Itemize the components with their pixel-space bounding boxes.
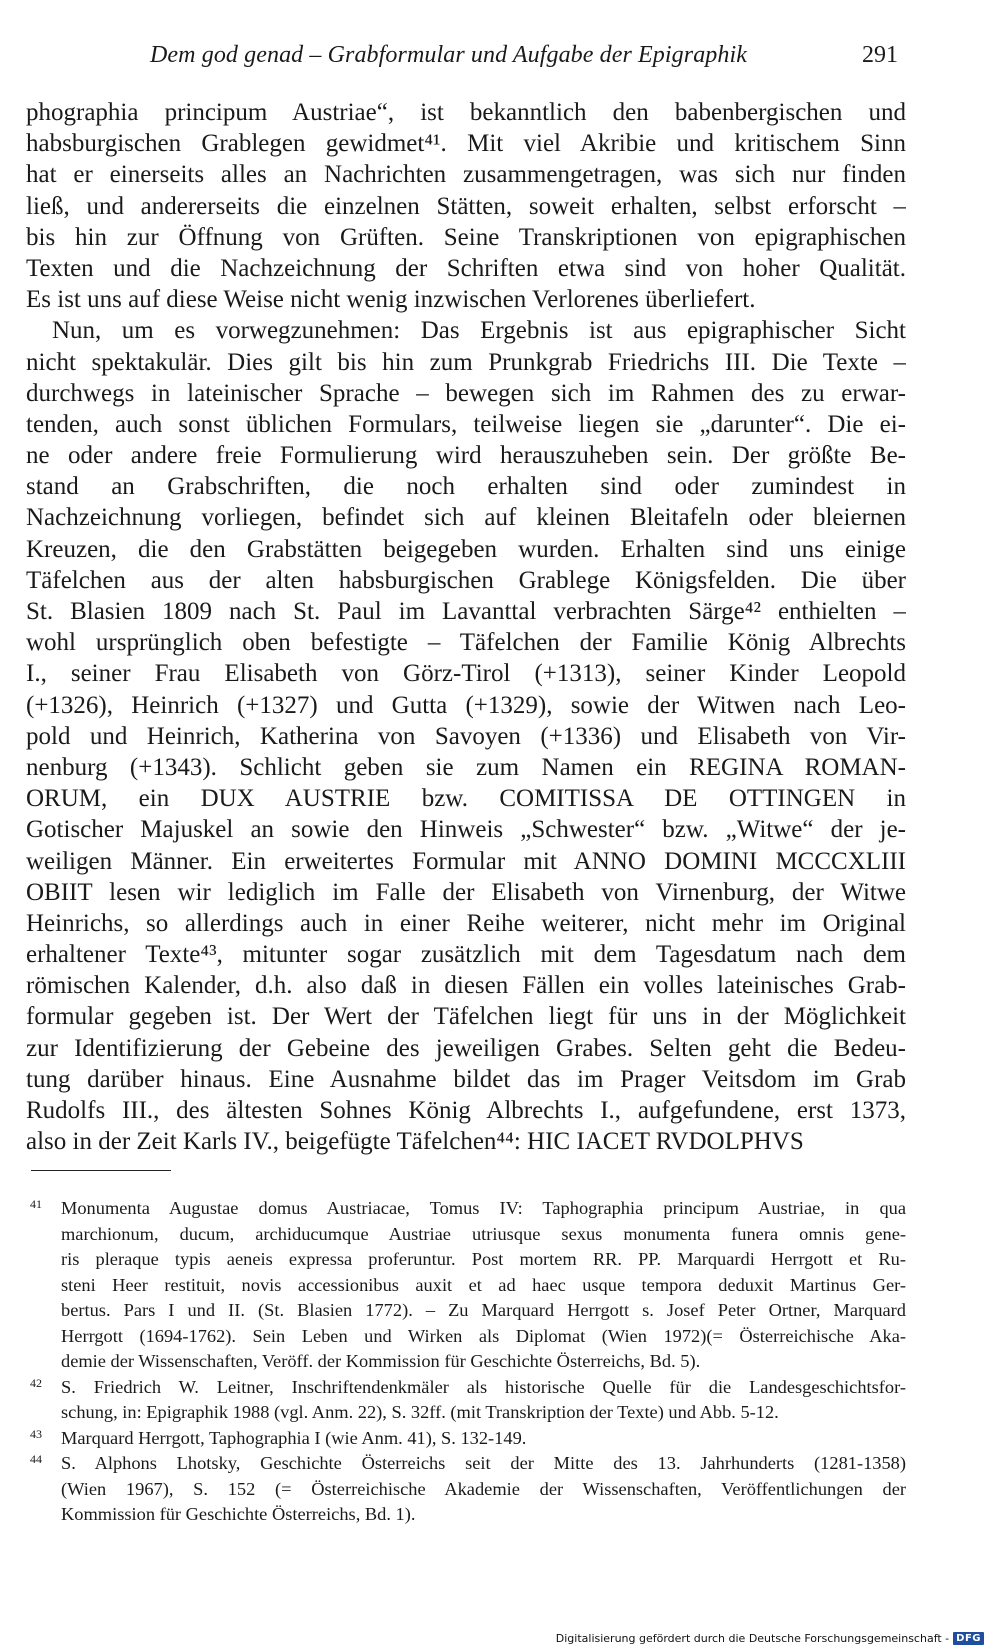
body-line: hat er einerseits alles an Nachrichten zusammengetragen, was sich nur finden [26, 161, 906, 189]
footnote-number: 41 [30, 1197, 42, 1211]
credit-text: Digitalisierung gefördert durch die Deutsche Forschungsgemeinschaft - [555, 1631, 950, 1645]
body-line: pold und Heinrich, Katherina von Savoyen (+1336) und Elisabeth von Vir- [26, 722, 906, 750]
body-line: stand an Grabschriften, die noch erhalten sind oder zumindest in [26, 473, 906, 501]
body-line: tung darüber hinaus. Eine Ausnahme bildet das im Prager Veitsdom im Grab [26, 1065, 906, 1093]
footnote-line: bertus. Pars I und II. (St. Blasien 1772). – Zu Marquard Herrgott s. Josef Peter Ortner, Marquard [61, 1300, 906, 1320]
footnote [30, 1196, 906, 1375]
body-line: habsburgischen Grablegen gewidmet⁴¹. Mit viel Akribie und kritischem Sinn [26, 130, 906, 158]
body-line: nicht spektakulär. Dies gilt bis hin zum Prunkgrab Friedrichs III. Die Texte – [26, 348, 906, 376]
footnote-line: S. Friedrich W. Leitner, Inschriftendenkmäler als historische Quelle für die Landesgeschichtsfor- [61, 1376, 906, 1397]
body-line: weiligen Männer. Ein erweitertes Formular mit ANNO DOMINI MCCCXLIII [26, 847, 906, 875]
body-line: Es ist uns auf diese Weise nicht wenig inzwischen Verlorenes überliefert. [26, 286, 756, 314]
footnote-line: steni Heer restituit, novis accessionibus auxit et ad haec usque tempora deduxit Martinus Ger- [61, 1274, 906, 1295]
footnote-line: Herrgott (1694-1762). Sein Leben und Wirken als Diplomat (Wien 1972)(= Österreichische Aka- [61, 1325, 906, 1346]
dfg-logo: DFG [953, 1632, 984, 1645]
body-line: ne oder andere freie Formulierung wird herauszuheben sein. Der größte Be- [26, 442, 906, 470]
body-text [26, 97, 906, 1157]
footnote-line: Marquard Herrgott, Taphographia I (wie Anm. 41), S. 132-149. [61, 1427, 527, 1448]
body-line: Kreuzen, die den Grabstätten beigegeben wurden. Erhalten sind uns einige [26, 535, 906, 563]
body-line: römischen Kalender, d.h. also daß in diesen Fällen ein volles lateinisches Grab- [26, 972, 906, 1000]
body-line: formular gegeben ist. Der Wert der Täfelchen liegt für uns in der Möglichkeit [26, 1003, 906, 1031]
footnote-line: Monumenta Augustae domus Austriacae, Tomus IV: Taphographia principum Austriae, in qua [61, 1198, 906, 1218]
footnote-line: Kommission für Geschichte Österreichs, Bd. 1). [61, 1504, 416, 1524]
body-line: bis hin zur Öffnung von Grüften. Seine Transkriptionen von epigraphischen [26, 223, 906, 251]
body-line: Nun, um es vorwegzunehmen: Das Ergebnis ist aus epigraphischer Sicht [52, 317, 906, 345]
page-number: 291 [862, 42, 898, 68]
footnote-number: 43 [30, 1426, 42, 1441]
body-line: Heinrichs, so allerdings auch in einer Reihe weiterer, nicht mehr im Original [26, 909, 906, 937]
footnote-line: ris pleraque typis aeneis expressa proferuntur. Post mortem RR. PP. Marquardi Herrgott et Ru- [61, 1249, 906, 1269]
body-line: tenden, auch sonst üblichen Formulars, teilweise liegen sie „darunter“. Die ei- [26, 410, 906, 438]
body-line: phographia principum Austriae“, ist bekanntlich den babenbergischen und [26, 99, 906, 126]
footnote [30, 1426, 906, 1452]
footnote [30, 1451, 906, 1528]
footnote-number: 42 [30, 1375, 42, 1390]
body-line: I., seiner Frau Elisabeth von Görz-Tirol (+1313), seiner Kinder Leopold [26, 660, 906, 688]
body-line: St. Blasien 1809 nach St. Paul im Lavanttal verbrachten Särge⁴² enthielten – [26, 598, 906, 625]
body-line: Täfelchen aus der alten habsburgischen Grablege Königsfelden. Die über [26, 566, 906, 594]
body-line: Rudolfs III., des ältesten Sohnes König Albrechts I., aufgefundene, erst 1373, [26, 1097, 906, 1124]
footnotes [30, 1196, 906, 1528]
footnote-line: (Wien 1967), S. 152 (= Österreichische Akademie der Wissenschaften, Veröffentlichungen der [61, 1478, 906, 1499]
body-line: erhaltener Texte⁴³, mitunter sogar zusätzlich mit dem Tagesdatum nach dem [26, 941, 906, 969]
body-line: Texten und die Nachzeichnung der Schriften etwa sind von hoher Qualität. [26, 254, 906, 282]
footnote-divider [31, 1170, 171, 1171]
running-title: Dem god genad – Grabformular und Aufgabe der Epigraphik [150, 42, 748, 68]
body-line: Nachzeichnung vorliegen, befindet sich auf kleinen Bleitafeln oder bleiernen [26, 504, 906, 532]
footnote-number: 44 [30, 1452, 42, 1466]
body-line: OBIIT lesen wir lediglich im Falle der Elisabeth von Virnenburg, der Witwe [26, 878, 906, 906]
body-line: zur Identifizierung der Gebeine des jeweiligen Grabes. Selten geht die Bedeu- [26, 1034, 906, 1062]
body-line: durchwegs in lateinischer Sprache – bewegen sich im Rahmen des zu erwar- [26, 379, 906, 407]
footnote [30, 1375, 906, 1426]
footnote-line: S. Alphons Lhotsky, Geschichte Österreichs seit der Mitte des 13. Jahrhunderts (1281-1358) [61, 1453, 906, 1473]
body-line: Gotischer Majuskel an sowie den Hinweis „Schwester“ bzw. „Witwe“ der je- [26, 816, 906, 844]
body-line: wohl ursprünglich oben befestigte – Täfelchen der Familie König Albrechts [26, 629, 906, 657]
body-line: nenburg (+1343). Schlicht geben sie zum Namen ein REGINA ROMAN- [26, 753, 906, 781]
footnote-line: marchionum, ducum, archiducumque Austriae utriusque sexus monumenta funera omnis gene- [61, 1223, 906, 1244]
body-line: ORUM, ein DUX AUSTRIE bzw. COMITISSA DE OTTINGEN in [26, 785, 906, 813]
footnote-line: demie der Wissenschaften, Veröff. der Kommission für Geschichte Österreichs, Bd. 5). [61, 1351, 701, 1371]
body-line: (+1326), Heinrich (+1327) und Gutta (+1329), sowie der Witwen nach Leo- [26, 691, 906, 719]
body-line: also in der Zeit Karls IV., beigefügte Täfelchen⁴⁴: HIC IACET RVDOLPHVS [26, 1128, 804, 1156]
page-header [26, 42, 898, 78]
footnote-line: schung, in: Epigraphik 1988 (vgl. Anm. 22), S. 32ff. (mit Transkription der Texte) und Abb. 5-12. [61, 1402, 779, 1422]
digitization-credit [556, 1630, 984, 1646]
body-line: ließ, und andererseits die einzelnen Stätten, soweit erhalten, selbst erforscht – [26, 192, 906, 220]
